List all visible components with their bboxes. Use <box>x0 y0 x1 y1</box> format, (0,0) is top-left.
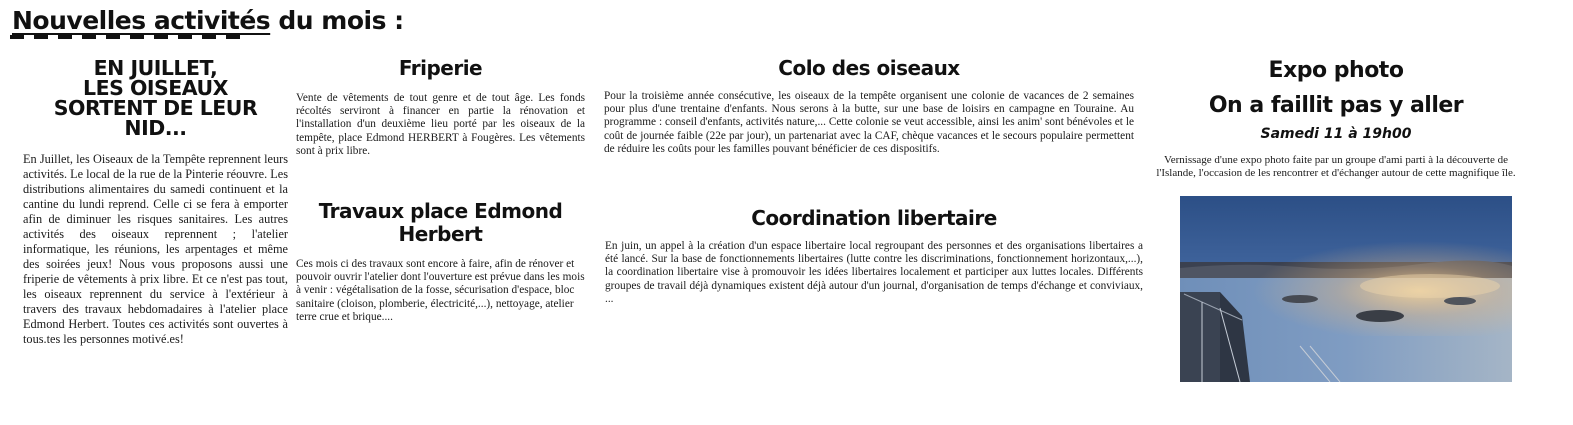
colo-heading: Colo des oiseaux <box>778 56 960 80</box>
colo-section <box>604 56 1134 156</box>
coordination-section <box>605 206 1143 306</box>
juillet-heading-line: SORTENT DE LEUR <box>53 96 258 121</box>
lagoon-photo <box>1180 196 1512 382</box>
column-juillet <box>23 58 288 347</box>
expo-body: Vernissage d'une expo photo faite par un groupe d'ami parti à la découverte de l'Islande, l'occasion de les rencontrer et d'échanger autour de cette magnifique île. <box>1156 154 1516 179</box>
juillet-heading-line: EN JUILLET, <box>93 56 218 80</box>
expo-date: Samedi 11 à 19h00 <box>1260 126 1412 142</box>
juillet-heading <box>23 56 288 141</box>
juillet-heading-line: NID... <box>124 116 187 141</box>
page-title-rest: du mois : <box>270 6 404 35</box>
travaux-heading-line: Herbert <box>398 222 483 246</box>
page-header <box>12 6 404 35</box>
colo-body: Pour la troisième année consécutive, les oiseaux de la tempête organisent une colonie de vacances de 2 semaines pour plus d'une trentaine d'enfants. Nous serons à la butte, sur une base de loisirs en campagne en Touraine. Au programme : conseil d'enfants, activités nature,... Cette colonie se veut accessible, ainsi les anim' sont bénévoles et le coût de journée faible (22e par jour), un partenariat avec la CAF, chèque vacances et le secours populaire permettent de réduire les coûts pour les familles pouvant bénéficier de ces dispositifs. <box>604 90 1134 155</box>
lagoon-photo-image <box>1180 196 1512 382</box>
coordination-body: En juin, un appel à la création d'un espace libertaire local regroupant des personnes et des organisations libertaires a été lancé. Sur la base de fonctionnements libertaires (lutte contre les discriminations, fonctionnement horizontaux,...), la coordination libertaire vise à promouvoir les idées libertaires localement et participer aux luttes locales. Différents groupes de travail déjà dynamiques existent déjà autour d'un journal, d'organisation de temps d'échange et conviviaux, ... <box>605 240 1143 305</box>
expo-subheading: On a faillit pas y aller <box>1208 93 1464 118</box>
friperie-heading: Friperie <box>398 56 483 80</box>
coordination-heading: Coordination libertaire <box>751 206 997 230</box>
friperie-body: Vente de vêtements de tout genre et de tout âge. Les fonds récoltés serviront à financer en partie la rénovation et l'installation d'un deuxième lieu porté par les oiseaux de la tempête, place Edmond HERBERT à Fougères. Les vêtements sont à prix libre. <box>296 92 585 157</box>
juillet-body: En Juillet, les Oiseaux de la Tempête reprennent leurs activités. Le local de la rue de la Pinterie réouvre. Les distributions alimentaires du samedi continuent et la cantine du lundi reprend. Celle ci se fera à emporter afin de diminuer les risques sanitaires. Les autres activités des oiseaux reprennent ; l'atelier informatique, les réunions, les arpentages et même des soirées jeux! Nous vous proposons aussi une friperie de vêtements à prix libre. Et ce n'est pas tout, les oiseaux reprennent du service à l'extérieur à travers des travaux hebdomadaires à l'atelier place Edmond Herbert. Toutes ces activités sont ouvertes à tous.tes les personnes motivé.es! <box>23 152 288 347</box>
juillet-heading-line: LES OISEAUX <box>83 76 228 101</box>
expo-heading: Expo photo <box>1268 58 1404 83</box>
page-title <box>12 6 404 35</box>
expo-section <box>1148 58 1524 180</box>
travaux-heading-line: Travaux place Edmond <box>318 199 563 223</box>
travaux-body: Ces mois ci des travaux sont encore à faire, afin de rénover et pouvoir ouvrir l'atelier dont l'ouverture est prévue dans les mois à venir : végétalisation de la fosse, sécurisation d'espace, bloc sanitaire (cloison, plomberie, électricité,...), nettoyage, atelier terre crue et brique.... <box>296 258 585 323</box>
title-dashed-underline <box>10 35 242 39</box>
travaux-section <box>296 200 585 324</box>
page-title-underlined: Nouvelles activités <box>12 6 271 35</box>
friperie-section <box>296 56 585 158</box>
travaux-heading <box>296 200 585 246</box>
